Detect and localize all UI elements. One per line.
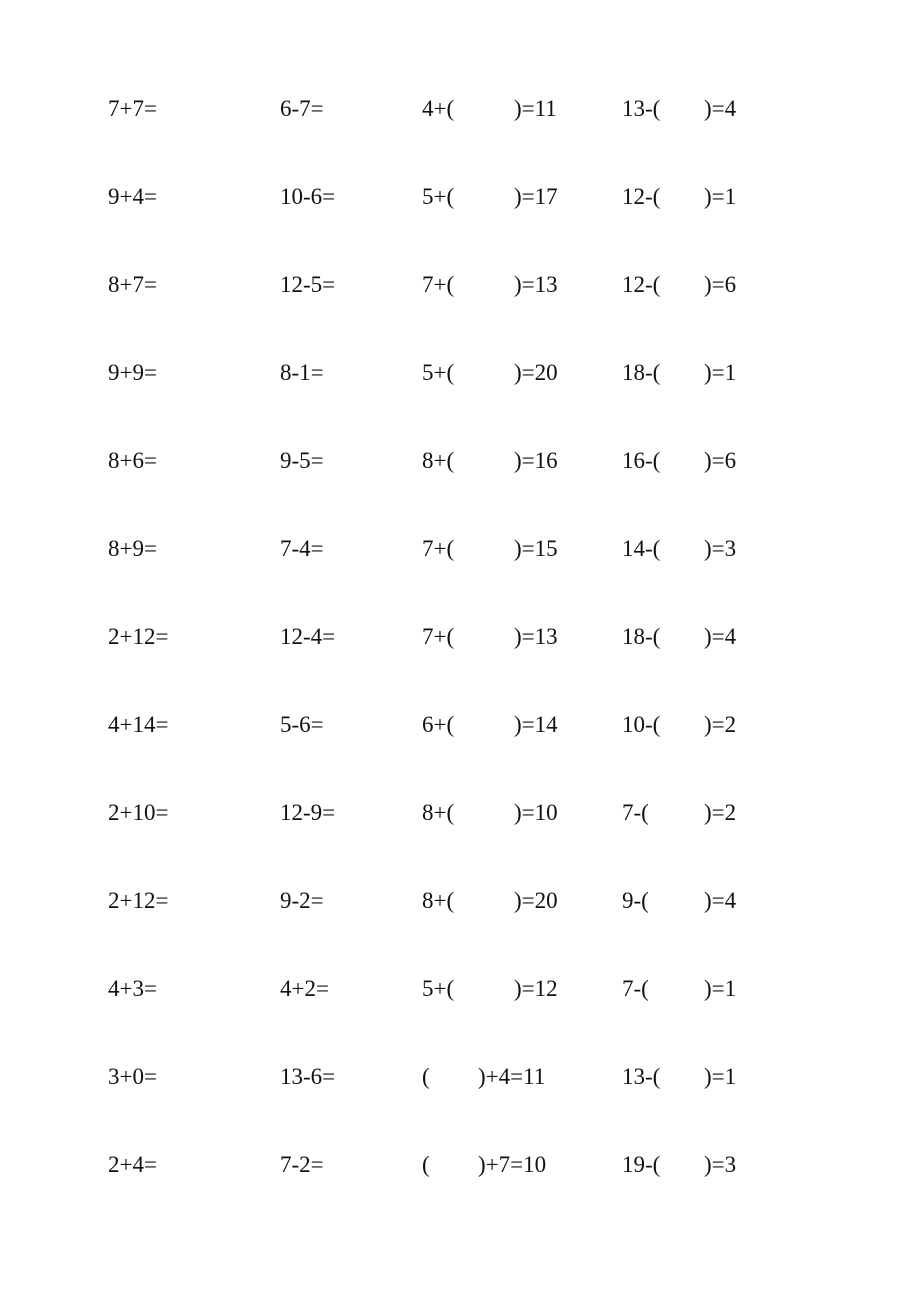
missing-addend-right: )+7=10 [478, 1152, 547, 1177]
subtraction-problem: 12-5= [280, 272, 336, 297]
problem-row [0, 975, 920, 1015]
missing-subtrahend-right: )=6 [704, 272, 737, 297]
addition-problem: 7+7= [108, 96, 157, 121]
addition-problem: 2+4= [108, 1152, 157, 1177]
missing-subtrahend-right: )=1 [704, 1064, 737, 1089]
missing-addend-left: 4+( [422, 96, 455, 121]
missing-subtrahend-left: 7-( [622, 800, 649, 825]
missing-subtrahend-right: )=4 [704, 624, 737, 649]
missing-addend-right: )=16 [514, 448, 558, 473]
subtraction-problem: 7-4= [280, 536, 324, 561]
missing-subtrahend-left: 18-( [622, 360, 661, 385]
subtraction-problem: 8-1= [280, 360, 324, 385]
missing-addend-right: )=13 [514, 624, 558, 649]
problem-row [0, 1151, 920, 1191]
missing-addend-right: )=20 [514, 360, 558, 385]
missing-addend-left: 6+( [422, 712, 455, 737]
missing-addend-right: )=17 [514, 184, 558, 209]
missing-addend-right: )=20 [514, 888, 558, 913]
problem-row [0, 799, 920, 839]
missing-subtrahend-left: 12-( [622, 184, 661, 209]
missing-subtrahend-left: 16-( [622, 448, 661, 473]
addition-problem: 9+4= [108, 184, 157, 209]
missing-subtrahend-left: 12-( [622, 272, 661, 297]
missing-addend-right: )=13 [514, 272, 558, 297]
missing-addend-left: 5+( [422, 184, 455, 209]
missing-subtrahend-right: )=4 [704, 888, 737, 913]
subtraction-problem: 10-6= [280, 184, 336, 209]
subtraction-problem: 6-7= [280, 96, 324, 121]
addition-problem: 8+6= [108, 448, 157, 473]
missing-subtrahend-right: )=4 [704, 96, 737, 121]
addition-problem: 2+12= [108, 888, 169, 913]
addition-problem: 9+9= [108, 360, 157, 385]
missing-subtrahend-right: )=2 [704, 712, 737, 737]
addition-problem: 4+3= [108, 976, 157, 1001]
problem-row [0, 95, 920, 135]
missing-subtrahend-left: 7-( [622, 976, 649, 1001]
missing-addend-left: 8+( [422, 800, 455, 825]
addition-problem: 2+10= [108, 800, 169, 825]
problem-row [0, 1063, 920, 1103]
missing-addend-right: )=14 [514, 712, 558, 737]
problem-row [0, 623, 920, 663]
subtraction-problem: 13-6= [280, 1064, 336, 1089]
subtraction-problem: 12-4= [280, 624, 336, 649]
subtraction-problem: 9-5= [280, 448, 324, 473]
missing-subtrahend-right: )=2 [704, 800, 737, 825]
missing-addend-left: 5+( [422, 976, 455, 1001]
missing-addend-right: )=15 [514, 536, 558, 561]
missing-addend-left: 8+( [422, 448, 455, 473]
missing-subtrahend-right: )=6 [704, 448, 737, 473]
problem-row [0, 183, 920, 223]
problem-row [0, 887, 920, 927]
problem-row [0, 535, 920, 575]
problem-row [0, 271, 920, 311]
missing-subtrahend-right: )=1 [704, 976, 737, 1001]
missing-addend-left: 7+( [422, 536, 455, 561]
addition-problem: 8+7= [108, 272, 157, 297]
problem-row [0, 359, 920, 399]
subtraction-problem: 9-2= [280, 888, 324, 913]
missing-addend-left: 5+( [422, 360, 455, 385]
missing-addend-left: 8+( [422, 888, 455, 913]
problem-row [0, 711, 920, 751]
missing-addend-left: ( [422, 1064, 430, 1089]
missing-subtrahend-left: 19-( [622, 1152, 661, 1177]
missing-subtrahend-right: )=3 [704, 1152, 737, 1177]
missing-addend-left: 7+( [422, 624, 455, 649]
missing-addend-right: )=10 [514, 800, 558, 825]
missing-addend-right: )+4=11 [478, 1064, 546, 1089]
addition-problem: 8+9= [108, 536, 157, 561]
missing-subtrahend-left: 14-( [622, 536, 661, 561]
missing-subtrahend-left: 18-( [622, 624, 661, 649]
missing-subtrahend-right: )=1 [704, 184, 737, 209]
missing-addend-right: )=11 [514, 96, 557, 121]
missing-subtrahend-left: 13-( [622, 96, 661, 121]
subtraction-problem: 7-2= [280, 1152, 324, 1177]
missing-subtrahend-left: 13-( [622, 1064, 661, 1089]
missing-addend-left: 7+( [422, 272, 455, 297]
addition-problem: 4+14= [108, 712, 169, 737]
subtraction-problem: 4+2= [280, 976, 329, 1001]
addition-problem: 3+0= [108, 1064, 157, 1089]
missing-subtrahend-left: 9-( [622, 888, 649, 913]
addition-problem: 2+12= [108, 624, 169, 649]
missing-subtrahend-right: )=1 [704, 360, 737, 385]
subtraction-problem: 12-9= [280, 800, 336, 825]
missing-addend-left: ( [422, 1152, 430, 1177]
subtraction-problem: 5-6= [280, 712, 324, 737]
missing-addend-right: )=12 [514, 976, 558, 1001]
missing-subtrahend-right: )=3 [704, 536, 737, 561]
problem-row [0, 447, 920, 487]
missing-subtrahend-left: 10-( [622, 712, 661, 737]
